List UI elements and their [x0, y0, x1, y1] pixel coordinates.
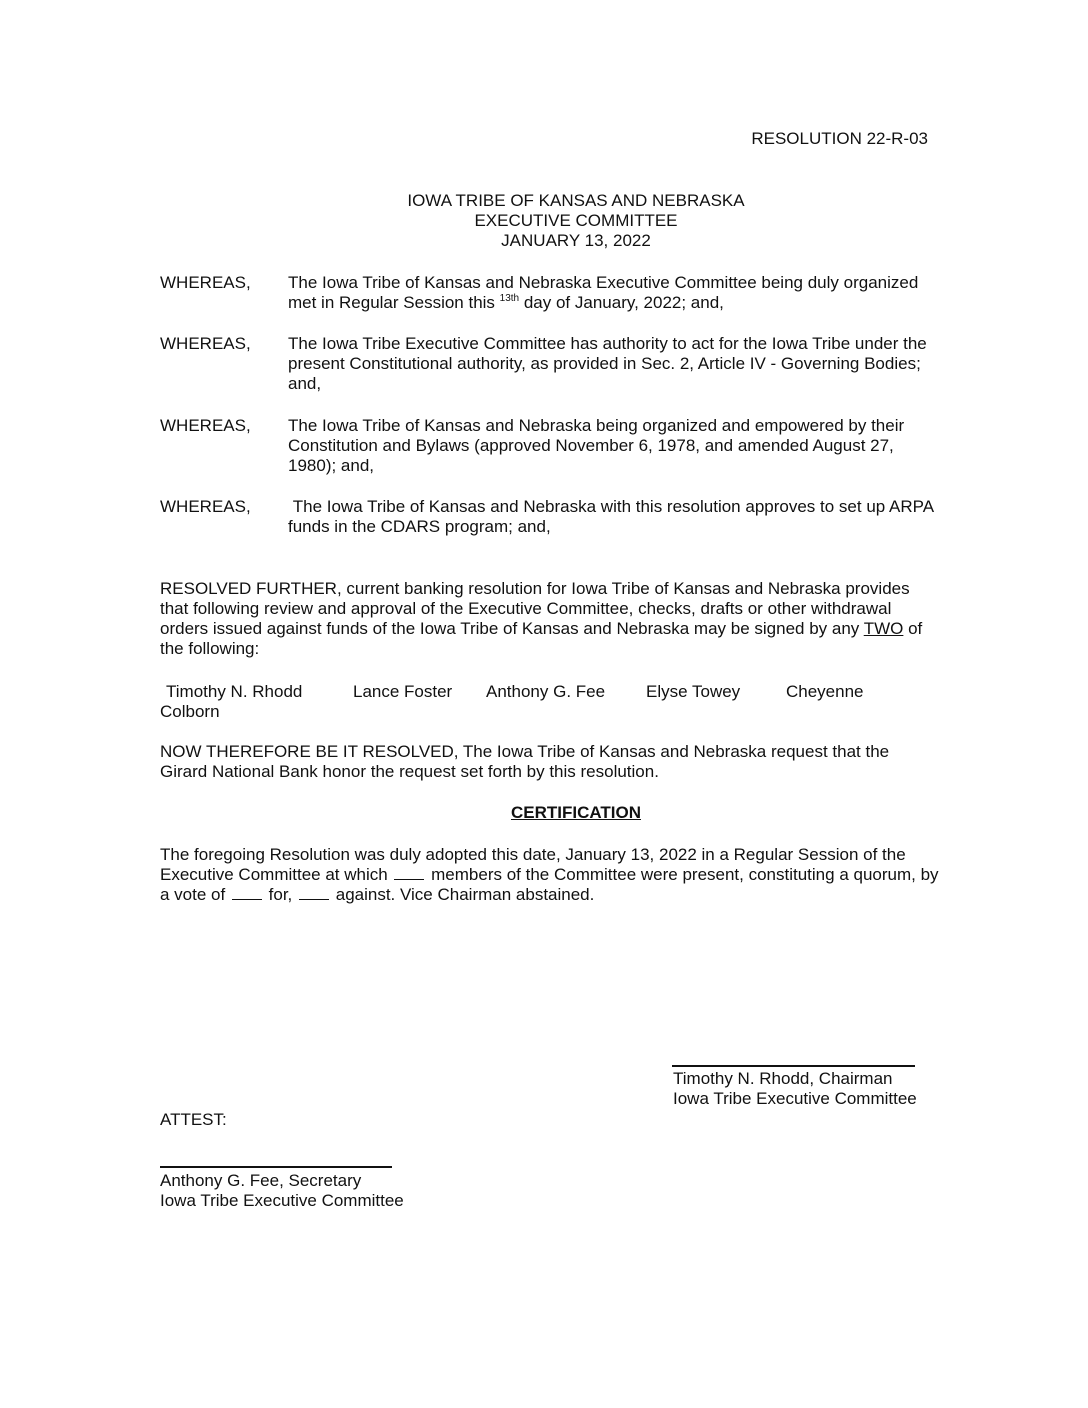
attest-label: ATTEST:	[160, 1110, 227, 1129]
certification-text-part: for,	[263, 885, 298, 904]
certification-text-part: members of the Committee were present, constituting a quorum, by a vote of	[160, 865, 939, 904]
whereas-text-part: day of January, 2022; and,	[519, 293, 724, 312]
header-tribe-name: IOWA TRIBE OF KANSAS AND NEBRASKA	[407, 191, 745, 210]
vote-for-blank	[232, 885, 262, 900]
signer-name: Lance Foster	[353, 682, 453, 701]
whereas-label: WHEREAS,	[160, 273, 251, 292]
whereas-text: The Iowa Tribe of Kansas and Nebraska being organized and empowered by their Constitution and Bylaws (approved November 6, 1978, and amended August 27, 1980); and,	[288, 416, 905, 475]
resolution-number: RESOLUTION 22-R-03	[751, 129, 928, 148]
authorized-signers	[160, 682, 940, 722]
chairman-signature-block	[673, 1069, 973, 1109]
secretary-name: Anthony G. Fee, Secretary	[160, 1171, 362, 1190]
certification-text-part: against. Vice Chairman abstained.	[331, 885, 595, 904]
whereas-label: WHEREAS,	[160, 497, 251, 516]
whereas-text: The Iowa Tribe of Kansas and Nebraska with this resolution approves to set up ARPA funds in the CDARS program; and,	[288, 497, 938, 536]
chairman-name: Timothy N. Rhodd, Chairman	[673, 1069, 893, 1088]
whereas-text-part: The Iowa Tribe of Kansas and Nebraska Executive Committee being duly organized met in Regular Session this	[288, 273, 919, 312]
secretary-signature-line	[160, 1166, 392, 1168]
certification-title: CERTIFICATION	[510, 803, 641, 822]
certification-paragraph	[160, 845, 940, 905]
signer-name: Elyse Towey	[646, 682, 741, 701]
secretary-signature-block	[160, 1171, 460, 1211]
resolved-text-part: RESOLVED FURTHER, current banking resolution for Iowa Tribe of Kansas and Nebraska provides that following review and approval of the Executive Committee, checks, drafts or other withdrawal orders issued against funds of the Iowa Tribe of Kansas and Nebraska may be signed by any	[160, 579, 910, 638]
resolved-further-paragraph	[160, 579, 940, 659]
members-blank	[394, 865, 424, 880]
ordinal-suffix: 13th	[499, 293, 520, 304]
whereas-clause-2	[160, 334, 940, 394]
signer-name: Cheyenne	[786, 682, 864, 701]
whereas-clause-1	[160, 273, 940, 313]
document-header	[0, 191, 1088, 251]
header-date: JANUARY 13, 2022	[501, 231, 651, 250]
vote-against-blank	[299, 885, 329, 900]
signer-name: Timothy N. Rhodd	[166, 682, 303, 701]
whereas-label: WHEREAS,	[160, 416, 251, 435]
whereas-clause-3	[160, 416, 940, 476]
emphasis-two: TWO	[863, 619, 904, 638]
certification-text-part: The foregoing Resolution was duly adopted this date, January 13, 2022 in a Regular Session of the Executive Committee at which	[160, 845, 906, 884]
chairman-signature-line	[672, 1065, 915, 1067]
whereas-clause-4	[160, 497, 940, 537]
signer-name: Anthony G. Fee	[486, 682, 606, 701]
now-therefore-paragraph: NOW THEREFORE BE IT RESOLVED, The Iowa Tribe of Kansas and Nebraska request that the Girard National Bank honor the request set forth by this resolution.	[160, 742, 890, 781]
secretary-org: Iowa Tribe Executive Committee	[160, 1191, 404, 1210]
resolved-text-part: of the following:	[160, 619, 923, 658]
whereas-text: The Iowa Tribe Executive Committee has authority to act for the Iowa Tribe under the present Constitutional authority, as provided in Sec. 2, Article IV - Governing Bodies; and,	[288, 334, 927, 393]
whereas-text	[288, 273, 938, 313]
chairman-org: Iowa Tribe Executive Committee	[673, 1089, 917, 1108]
signer-name: Colborn	[160, 702, 220, 721]
header-committee: EXECUTIVE COMMITTEE	[474, 211, 678, 230]
whereas-label: WHEREAS,	[160, 334, 251, 353]
